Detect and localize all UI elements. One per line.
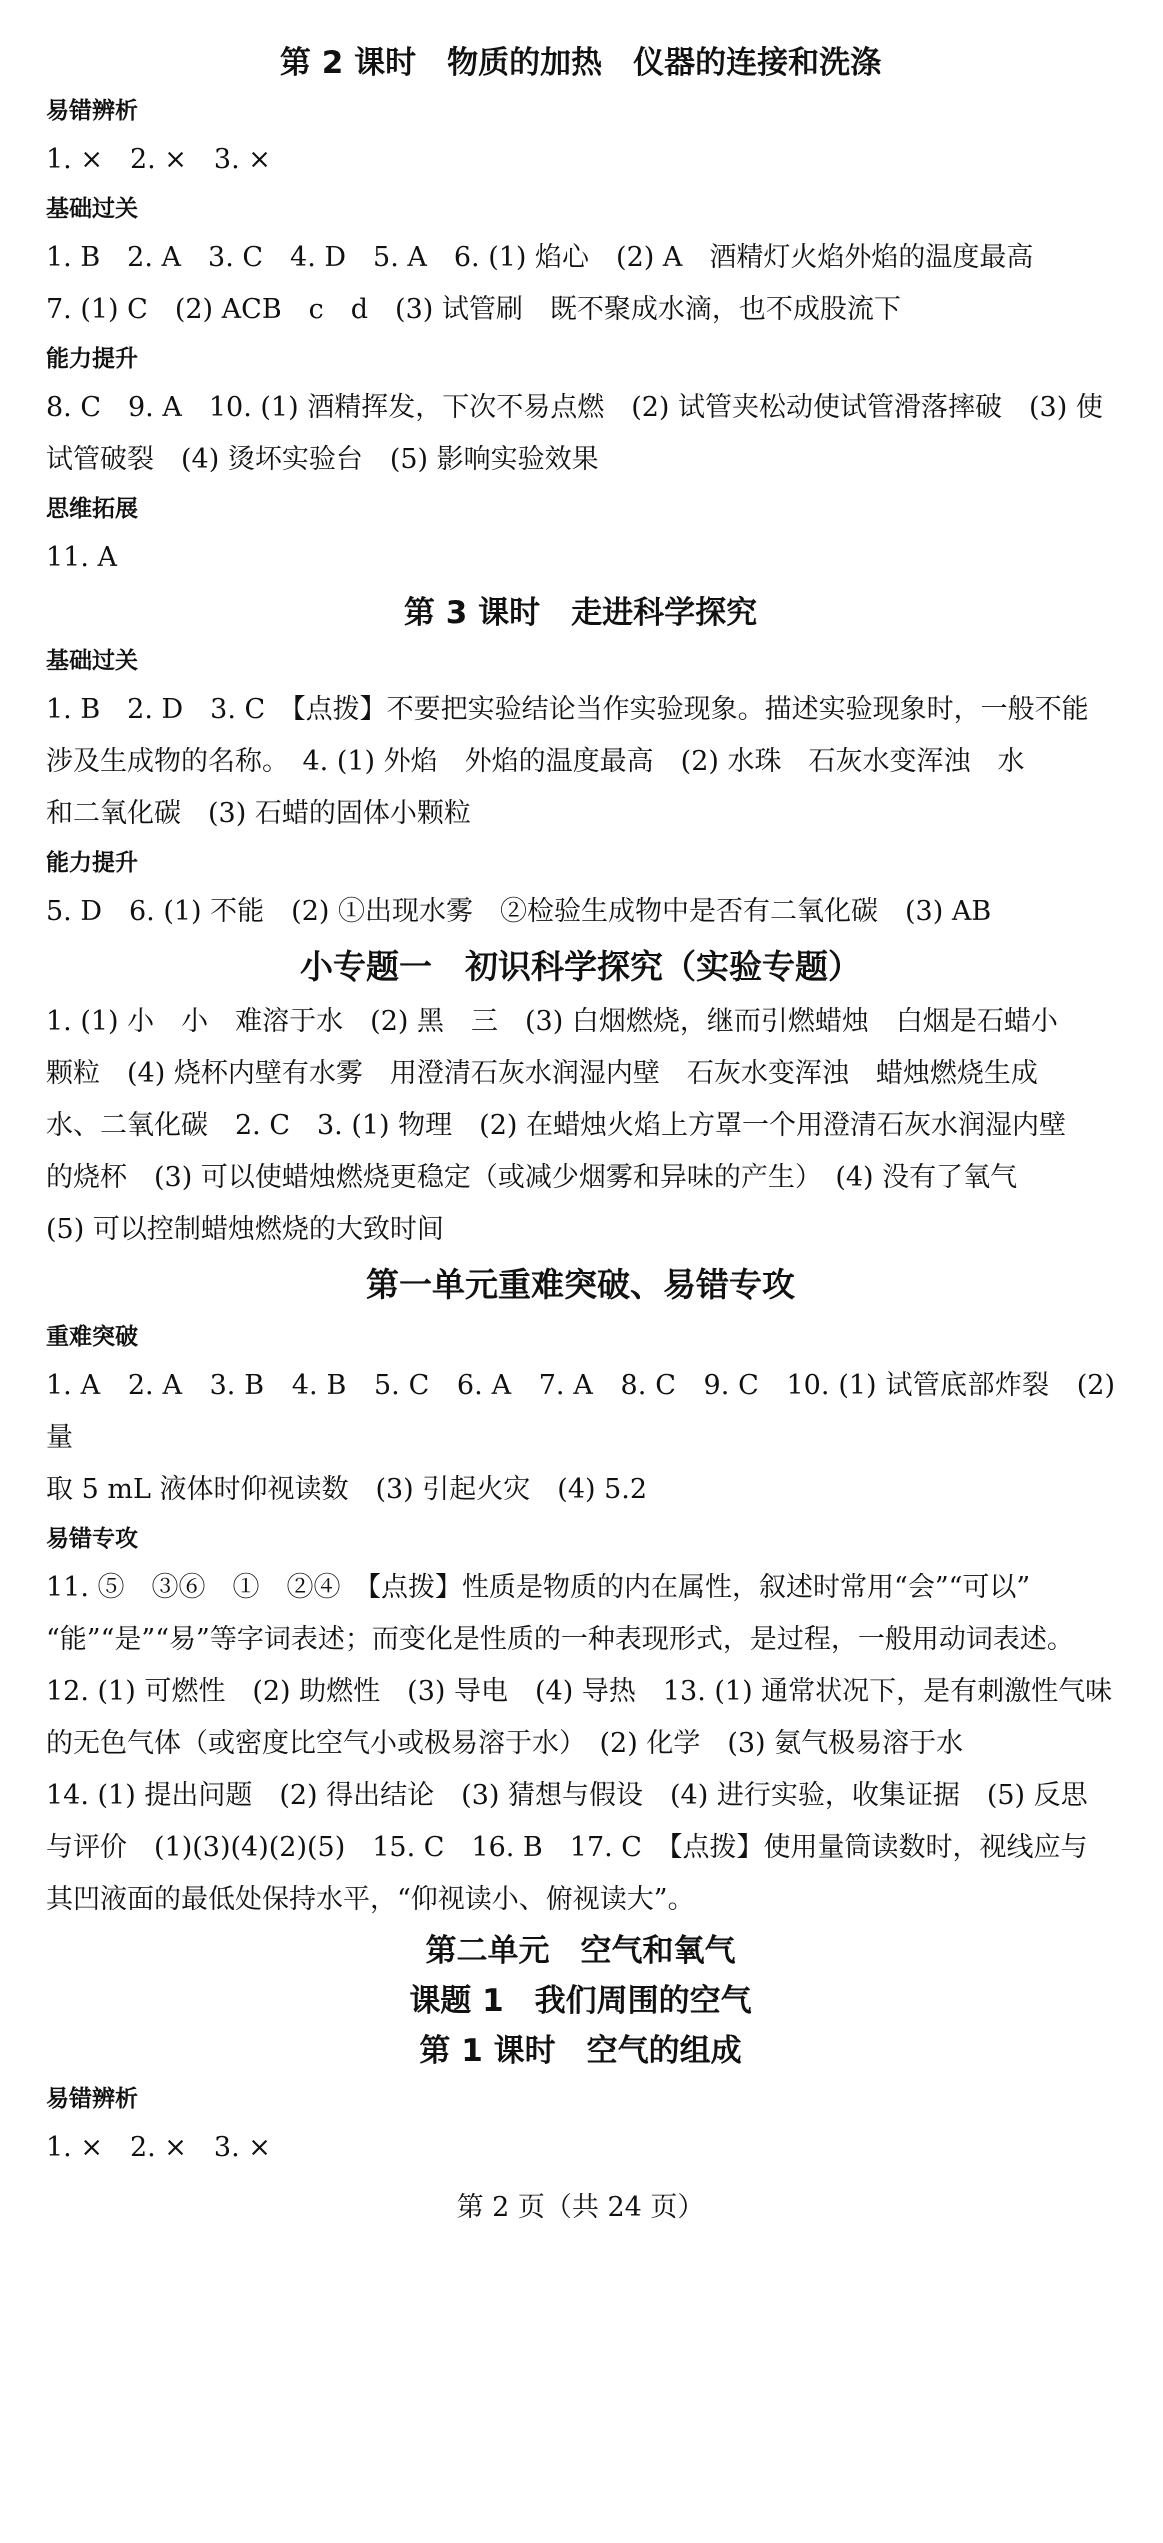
answer-line: 11. ⑤ ③⑥ ① ②④ 【点拨】性质是物质的内在属性，叙述时常用“会”“可以” bbox=[46, 1572, 1031, 1603]
page-number: 第 2 页（共 24 页） bbox=[456, 2192, 705, 2223]
label-key-difficulties: 重难突破 bbox=[46, 1324, 138, 1350]
answer-line: 其凹液面的最低处保持水平，“仰视读小、俯视读大”。 bbox=[46, 1884, 695, 1915]
section-title: 第 3 课时 走进科学探究 bbox=[403, 595, 758, 631]
answer-line: 1. B 2. D 3. C 【点拨】不要把实验结论当作实验现象。描述实验现象时，一般不能 bbox=[46, 694, 1089, 725]
answer-line: 11. A bbox=[46, 542, 118, 573]
lesson-title: 第 1 课时 空气的组成 bbox=[419, 2033, 742, 2069]
unit-title: 第二单元 空气和氧气 bbox=[425, 1933, 736, 1969]
section-title: 小专题一 初识科学探究（实验专题） bbox=[300, 947, 861, 986]
answer-line: 的无色气体（或密度比空气小或极易溶于水） (2) 化学 (3) 氨气极易溶于水 bbox=[46, 1728, 964, 1759]
answer-line: 8. C 9. A 10. (1) 酒精挥发，下次不易点燃 (2) 试管夹松动使试管滑落摔破 (3) 使 bbox=[46, 392, 1103, 423]
label-thinking: 思维拓展 bbox=[46, 496, 138, 522]
topic-title: 课题 1 我们周围的空气 bbox=[409, 1983, 752, 2019]
answer-line: 1. × 2. × 3. × bbox=[46, 144, 271, 175]
answer-line: “能”“是”“易”等字词表述；而变化是性质的一种表现形式，是过程，一般用动词表述。 bbox=[46, 1624, 1074, 1655]
answer-line: 1. (1) 小 小 难溶于水 (2) 黑 三 (3) 白烟燃烧，继而引燃蜡烛 白烟是石蜡小 bbox=[46, 1006, 1058, 1037]
label-easy-errors: 易错辨析 bbox=[46, 98, 138, 124]
answer-line: 涉及生成物的名称。 4. (1) 外焰 外焰的温度最高 (2) 水珠 石灰水变浑浊 水 bbox=[46, 746, 1025, 777]
answer-line: 试管破裂 (4) 烫坏实验台 (5) 影响实验效果 bbox=[46, 444, 599, 475]
label-basic: 基础过关 bbox=[46, 648, 138, 674]
answer-line: 水、二氧化碳 2. C 3. (1) 物理 (2) 在蜡烛火焰上方罩一个用澄清石灰水润湿内壁 bbox=[46, 1110, 1067, 1141]
answer-line: 和二氧化碳 (3) 石蜡的固体小颗粒 bbox=[46, 798, 471, 829]
answer-line: 5. D 6. (1) 不能 (2) ①出现水雾 ②检验生成物中是否有二氧化碳 (3) AB bbox=[46, 896, 992, 927]
answer-line: (5) 可以控制蜡烛燃烧的大致时间 bbox=[46, 1214, 444, 1245]
answer-line: 12. (1) 可燃性 (2) 助燃性 (3) 导电 (4) 导热 13. (1) 通常状况下，是有刺激性气味 bbox=[46, 1676, 1113, 1707]
label-error-focus: 易错专攻 bbox=[46, 1526, 138, 1552]
answer-line: 14. (1) 提出问题 (2) 得出结论 (3) 猜想与假设 (4) 进行实验，收集证据 (5) 反思 bbox=[46, 1780, 1088, 1811]
label-ability: 能力提升 bbox=[46, 850, 138, 876]
answer-line: 取 5 mL 液体时仰视读数 (3) 引起火灾 (4) 5.2 bbox=[46, 1474, 648, 1505]
section-title: 第一单元重难突破、易错专攻 bbox=[366, 1265, 795, 1304]
answer-line: 1. A 2. A 3. B 4. B 5. C 6. A 7. A 8. C 9. C 10. (1) 试管底部炸裂 (2) 量 bbox=[46, 1370, 1115, 1453]
answer-line: 1. × 2. × 3. × bbox=[46, 2132, 271, 2163]
answer-line: 的烧杯 (3) 可以使蜡烛燃烧更稳定（或减少烟雾和异味的产生） (4) 没有了氧气 bbox=[46, 1162, 1018, 1193]
label-ability: 能力提升 bbox=[46, 346, 138, 372]
answer-line: 1. B 2. A 3. C 4. D 5. A 6. (1) 焰心 (2) A 酒精灯火焰外焰的温度最高 bbox=[46, 242, 1034, 273]
answer-line: 7. (1) C (2) ACB c d (3) 试管刷 既不聚成水滴，也不成股流下 bbox=[46, 294, 901, 325]
answer-line: 与评价 (1)(3)(4)(2)(5) 15. C 16. B 17. C 【点拨】使用量筒读数时，视线应与 bbox=[46, 1832, 1088, 1863]
label-easy-errors: 易错辨析 bbox=[46, 2086, 138, 2112]
label-basic: 基础过关 bbox=[46, 196, 138, 222]
section-title: 第 2 课时 物质的加热 仪器的连接和洗涤 bbox=[279, 45, 882, 81]
answer-line: 颗粒 (4) 烧杯内壁有水雾 用澄清石灰水润湿内壁 石灰水变浑浊 蜡烛燃烧生成 bbox=[46, 1058, 1038, 1089]
